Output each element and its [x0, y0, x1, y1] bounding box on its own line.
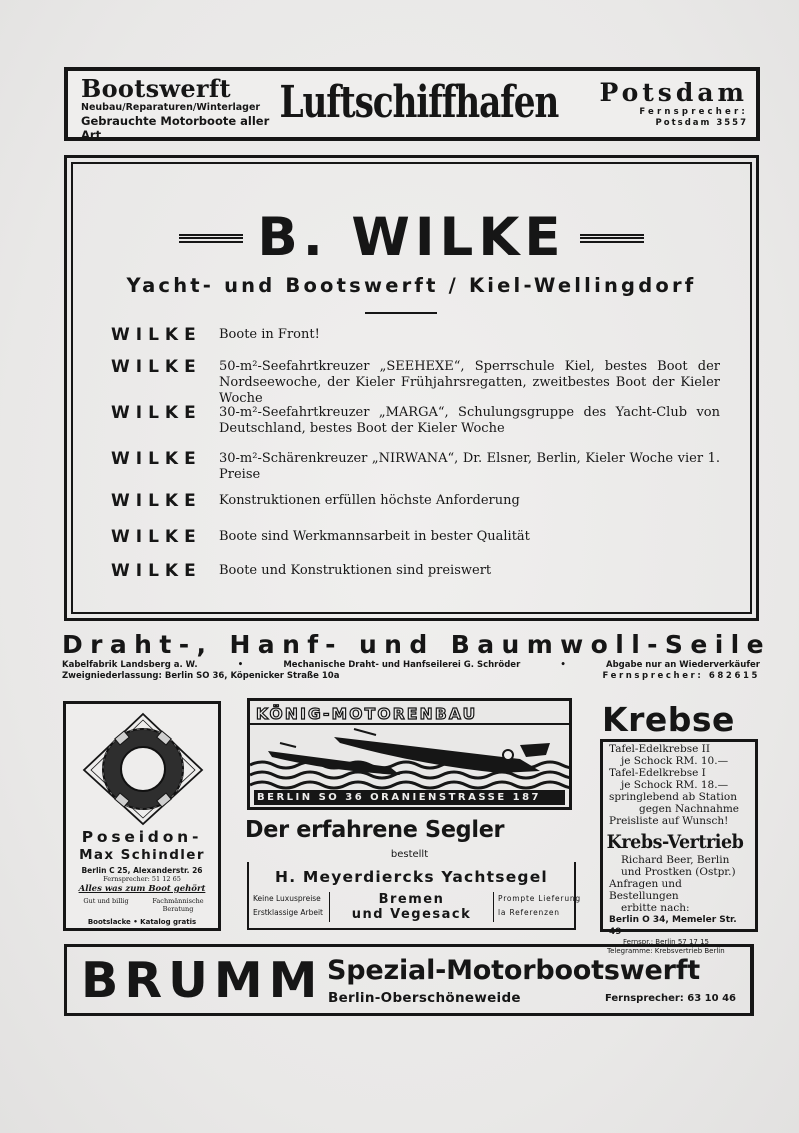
- wilke-list: [111, 324, 720, 590]
- list-item: [111, 356, 720, 406]
- krebse-telegram: Telegramme: Krebsvertrieb Berlin: [607, 947, 725, 955]
- wilke-key: WILKE: [111, 325, 202, 345]
- left-ornament: [179, 234, 243, 243]
- meyerdiercks-city-2: und Vegesack: [351, 907, 472, 922]
- speedboat-illustration-icon: [250, 725, 569, 795]
- bootswerft-used-boats: Gebrauchte Motorboote aller Art: [81, 114, 270, 142]
- poseidon-bullet: •: [133, 918, 141, 926]
- meyerdiercks-ad: [247, 862, 581, 930]
- wilke-inner-frame: [71, 162, 752, 614]
- luftschiffhafen-title: Luftschiffhafen: [279, 77, 559, 128]
- poseidon-feature-1: Gut und billig: [83, 897, 129, 905]
- seile-company: Mechanische Draht- und Hanfseilerei G. Schröder: [283, 660, 521, 670]
- right-ornament: [580, 234, 644, 243]
- koenig-title: KÖNIG-MOTORENBAU: [256, 705, 478, 723]
- wilke-key: WILKE: [111, 561, 202, 581]
- seile-row-1: [62, 660, 760, 671]
- meyerdiercks-prices: Keine Luxuspreise: [253, 894, 321, 903]
- krebse-line: Tafel-Edelkrebse I: [609, 767, 706, 779]
- koenig-address: BERLIN SO 36 ORANIENSTRASSE 187: [254, 790, 565, 805]
- meyerdiercks-col-right: [494, 892, 581, 922]
- koenig-ad: [247, 698, 572, 810]
- krebse-address: Berlin O 34, Memeler Str. 49: [609, 915, 737, 937]
- poseidon-ad: [63, 701, 221, 931]
- wilke-text: Boote in Front!: [219, 327, 320, 342]
- meyerdiercks-col-center: [329, 892, 494, 922]
- krebse-ad: [600, 700, 758, 955]
- segler-bestellt: bestellt: [390, 849, 429, 860]
- krebse-line: und Prostken (Ostpr.): [621, 866, 736, 878]
- krebs-vertrieb-title: Krebs-Vertrieb: [606, 831, 744, 853]
- list-item: [111, 402, 720, 448]
- segler-headline: Der erfahrene Segler: [245, 817, 505, 843]
- seile-row-2: [62, 671, 760, 682]
- krebse-line: springlebend ab Station: [609, 791, 737, 803]
- bootswerft-title: Bootswerft: [81, 74, 231, 103]
- luftschiffhafen-ad: [64, 67, 760, 141]
- wilke-key: WILKE: [111, 403, 202, 423]
- meyerdiercks-name: H. Meyerdiercks Yachtsegel: [275, 868, 548, 886]
- bootswerft-block: [68, 71, 278, 142]
- poseidon-name: Poseidon-: [81, 828, 203, 846]
- wilke-key: WILKE: [111, 357, 202, 377]
- krebse-title: Krebse: [602, 700, 735, 739]
- list-item: [111, 490, 720, 526]
- meyerdiercks-city: Bremen: [378, 892, 445, 907]
- wilke-key: WILKE: [111, 449, 202, 469]
- meyerdiercks-details: [249, 892, 581, 922]
- seile-bullet: •: [560, 660, 566, 670]
- krebse-line: Richard Beer, Berlin: [621, 854, 730, 866]
- seile-ad: [62, 630, 771, 682]
- seile-title: Draht-, Hanf- und Baumwoll-Seile: [62, 630, 771, 659]
- poseidon-slogan: Alles was zum Boot gehört: [78, 884, 206, 894]
- seile-resellers: Abgabe nur an Wiederverkäufer: [606, 660, 760, 670]
- wilke-text: Boote und Konstruktionen sind preiswert: [219, 563, 492, 578]
- wilke-ad: [64, 155, 759, 621]
- phone-label: Fernsprecher:: [639, 107, 748, 117]
- list-item: [111, 526, 720, 560]
- krebse-phone: Fernspr.: Berlin 57 17 15: [623, 938, 709, 946]
- poseidon-owner: Max Schindler: [79, 847, 205, 863]
- brumm-phone: Fernsprecher: 63 10 46: [604, 993, 736, 1004]
- krebse-line: gegen Nachnahme: [639, 803, 740, 815]
- krebse-line: Preisliste auf Wunsch!: [609, 815, 729, 827]
- wilke-text: Boote sind Werkmannsarbeit in bester Qualität: [219, 529, 530, 544]
- meyerdiercks-quality: Erstklassige Arbeit: [253, 908, 323, 917]
- krebse-line: Tafel-Edelkrebse II: [609, 743, 710, 755]
- wilke-text: 30-m²-Seefahrtkreuzer „MARGA“, Schulungsgruppe des Yacht-Club von Deutschland, bestes Boot der Kieler Woche: [219, 405, 720, 436]
- krebse-prices: [603, 742, 755, 827]
- poseidon-catalog: Katalog gratis: [140, 918, 197, 926]
- list-item: [111, 560, 720, 590]
- krebse-line: je Schock RM. 10.—: [621, 755, 729, 767]
- seile-branch: Zweigniederlassung: Berlin SO 36, Köpenicker Straße 10a: [62, 671, 340, 681]
- seile-factory: Kabelfabrik Landsberg a. W.: [62, 660, 198, 670]
- wilke-text: 30-m²-Schärenkreuzer „NIRWANA“, Dr. Elsner, Berlin, Kieler Woche vier 1. Preise: [219, 451, 720, 482]
- seile-phone: Fernsprecher: 682615: [602, 671, 760, 681]
- poseidon-feature-2: Fachmännische Beratung: [152, 897, 204, 913]
- wilke-title: B. WILKE: [257, 207, 566, 268]
- brumm-name: BRUMM: [81, 952, 324, 1009]
- divider: [365, 312, 437, 314]
- seile-bullet: •: [237, 660, 244, 670]
- brumm-location: Berlin-Oberschöneweide: [328, 990, 521, 1006]
- wilke-text: 50-m²-Seefahrtkreuzer „SEEHEXE“, Sperrschule Kiel, bestes Boot der Nordseewoche, der Kieler Frühjahrsregatten, zweitbestes Boot der Kieler Woche: [219, 359, 720, 406]
- poseidon-features: [70, 897, 214, 913]
- meyerdiercks-delivery: Prompte Lieferung: [498, 894, 581, 903]
- krebse-contact: [603, 853, 755, 938]
- poseidon-lacquer: Bootslacke: [87, 918, 131, 926]
- poseidon-address: Berlin C 25, Alexanderstr. 26: [81, 866, 203, 875]
- krebse-box: [600, 739, 758, 955]
- meyerdiercks-col-left: [249, 892, 329, 922]
- krebse-line: Anfragen und Bestellungen: [609, 878, 682, 902]
- brumm-title: Spezial-Motorbootswerft: [327, 955, 700, 986]
- krebse-line: erbitte nach:: [621, 902, 690, 914]
- wilke-key: WILKE: [111, 527, 202, 547]
- list-item: [111, 448, 720, 490]
- wilke-title-row: [73, 208, 750, 268]
- poseidon-phone: Fernsprecher: 51 12 65: [103, 875, 181, 883]
- poseidon-bottom: [66, 918, 218, 927]
- potsdam-city: Potsdam: [599, 78, 748, 107]
- bootswerft-services: Neubau/Reparaturen/Winterlager: [81, 102, 261, 113]
- wilke-subtitle: Yacht- und Bootswerft / Kiel-Wellingdorf: [126, 274, 697, 297]
- krebse-line: je Schock RM. 18.—: [621, 779, 729, 791]
- wilke-key: WILKE: [111, 491, 202, 511]
- list-item: [111, 324, 720, 356]
- lifebuoy-icon: [78, 710, 208, 828]
- brumm-ad: [64, 944, 754, 1016]
- phone-number: Potsdam 3557: [655, 118, 748, 128]
- wilke-text: Konstruktionen erfüllen höchste Anforderung: [219, 493, 520, 508]
- potsdam-block: [556, 71, 756, 137]
- meyerdiercks-references: la Referenzen: [498, 908, 560, 917]
